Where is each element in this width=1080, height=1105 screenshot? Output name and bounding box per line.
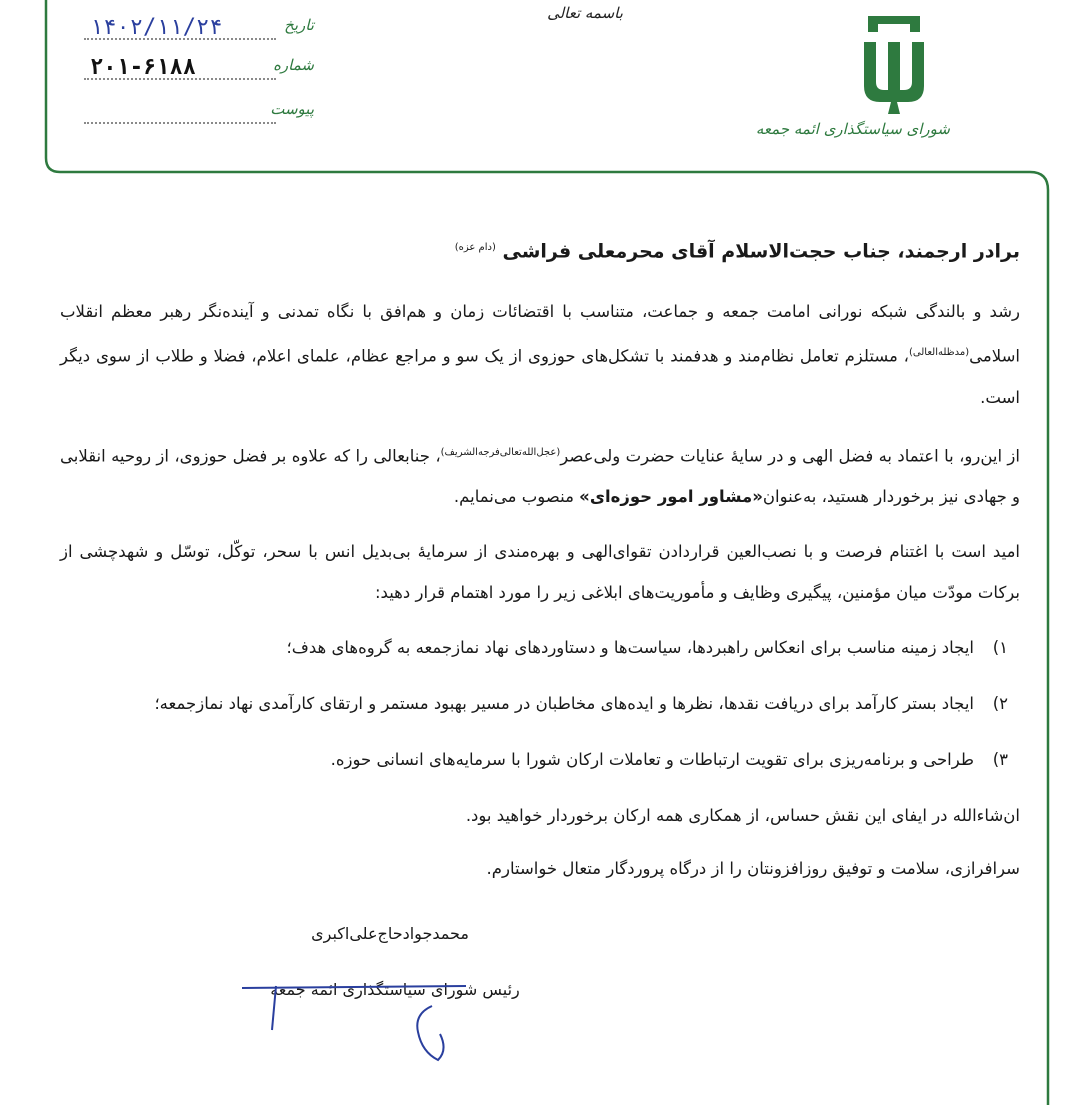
recipient-name: برادر ارجمند، جناب حجت‌الاسلام آقای محرمعلی فراشی: [502, 240, 1020, 263]
attachment-line: [84, 122, 276, 124]
paragraph-1: [60, 291, 1020, 418]
item-text: ایجاد زمینه مناسب برای انعکاس راهبردها، سیاست‌ها و دستاوردهای نهاد نمازجمعه به گروه‌های هدف؛: [286, 638, 974, 658]
item-text: طراحی و برنامه‌ریزی برای تقویت ارتباطات و تعاملات ارکان شورا با سرمایه‌های انسانی حوزه.: [330, 750, 974, 770]
closing-2: سرافرازی، سلامت و توفیق روزافزونتان را از درگاه پروردگار متعال خواستارم.: [486, 859, 1020, 879]
item-text: ایجاد بستر کارآمد برای دریافت نقدها، نظرها و ایده‌های مخاطبان در مسیر بهبود مستمر و ارتقای کارآمدی نهاد نمازجمعه؛: [154, 694, 974, 714]
signer-name: محمدجوادحاج‌علی‌اکبری: [311, 924, 469, 943]
recipient-line: [60, 230, 1020, 269]
date-label: تاریخ: [284, 16, 314, 34]
handwritten-signature: [236, 974, 476, 1074]
letter-body: [60, 230, 1020, 901]
p2-text-a: از این‌رو، با اعتماد به فضل الهی و در سایهٔ عنایات حضرت ولی‌عصر: [560, 446, 1020, 466]
paragraph-2: [60, 432, 1020, 518]
p2-text-c: منصوب می‌نمایم.: [453, 487, 580, 507]
council-name: شورای سیاستگذاری ائمه جمعه: [755, 120, 950, 138]
number-value: ۲۰۱-۶۱۸۸: [90, 55, 196, 80]
number-label: شماره: [273, 56, 314, 74]
closing-1: ان‌شاءالله در ایفای این نقش حساس، از همکاری همه ارکان برخوردار خواهید بود.: [465, 806, 1020, 826]
p2-honorific: (عجل‌الله‌تعالی‌فرجه‌الشریف): [440, 446, 561, 458]
date-value: ۱۴۰۲/۱۱/۲۴: [90, 15, 223, 40]
item-number: ۳): [992, 750, 1008, 770]
date-row: [84, 16, 314, 46]
item-number: ۲): [992, 694, 1008, 714]
number-row: [84, 56, 314, 86]
emblem-icon: [854, 2, 934, 114]
paragraph-3: امید است با اغتنام فرصت و با نصب‌العین قراردادن تقوای‌الهی و بهره‌مندی از سرمایهٔ بی‌بدیل انس با سحر، توکّل، توسّل و شهدچشی از برکات مودّت میان مؤمنین، پیگیری وظایف و مأموریت‌های ابلاغی زیر را مورد اهتمام قرار دهید:: [60, 542, 1020, 603]
list-item: [60, 683, 1020, 724]
attachment-row: [84, 100, 314, 130]
appointed-position: «مشاور امور حوزه‌ای»: [579, 487, 763, 507]
p1-honorific: (مدظله‌العالی): [909, 347, 970, 359]
council-logo: [755, 2, 950, 150]
item-number: ۱): [992, 638, 1008, 658]
attachment-label: پیوست: [270, 100, 314, 118]
p1-text-a: رشد و بالندگی شبکه نورانی امامت جمعه و جماعت، متناسب با اقتضائات زمان و هم‌افق با نگاه تمدنی و آینده‌نگر رهبر معظم انقلاب اسلامی: [60, 302, 1020, 366]
list-item: [60, 739, 1020, 780]
p2-text-b: ، جنابعالی را که علاوه بر فضل حوزوی، از روحیه انقلابی و جهادی نیز برخوردار هستید، به‌عنوان: [60, 446, 1020, 507]
recipient-honorific: (دام عزه): [454, 242, 496, 253]
p1-text-b: ، مستلزم تعامل نظام‌مند و هدفمند با تشکل‌های حوزوی از یک سو و مراجع عظام، علمای اعلام، فضلا و طلاب از سوی دیگر است.: [60, 346, 1020, 407]
signer-title: رئیس شورای سیاستگذاری ائمه جمعه: [270, 980, 520, 999]
list-item: [60, 627, 1020, 668]
bismillah: باسمه تعالی: [547, 4, 623, 22]
